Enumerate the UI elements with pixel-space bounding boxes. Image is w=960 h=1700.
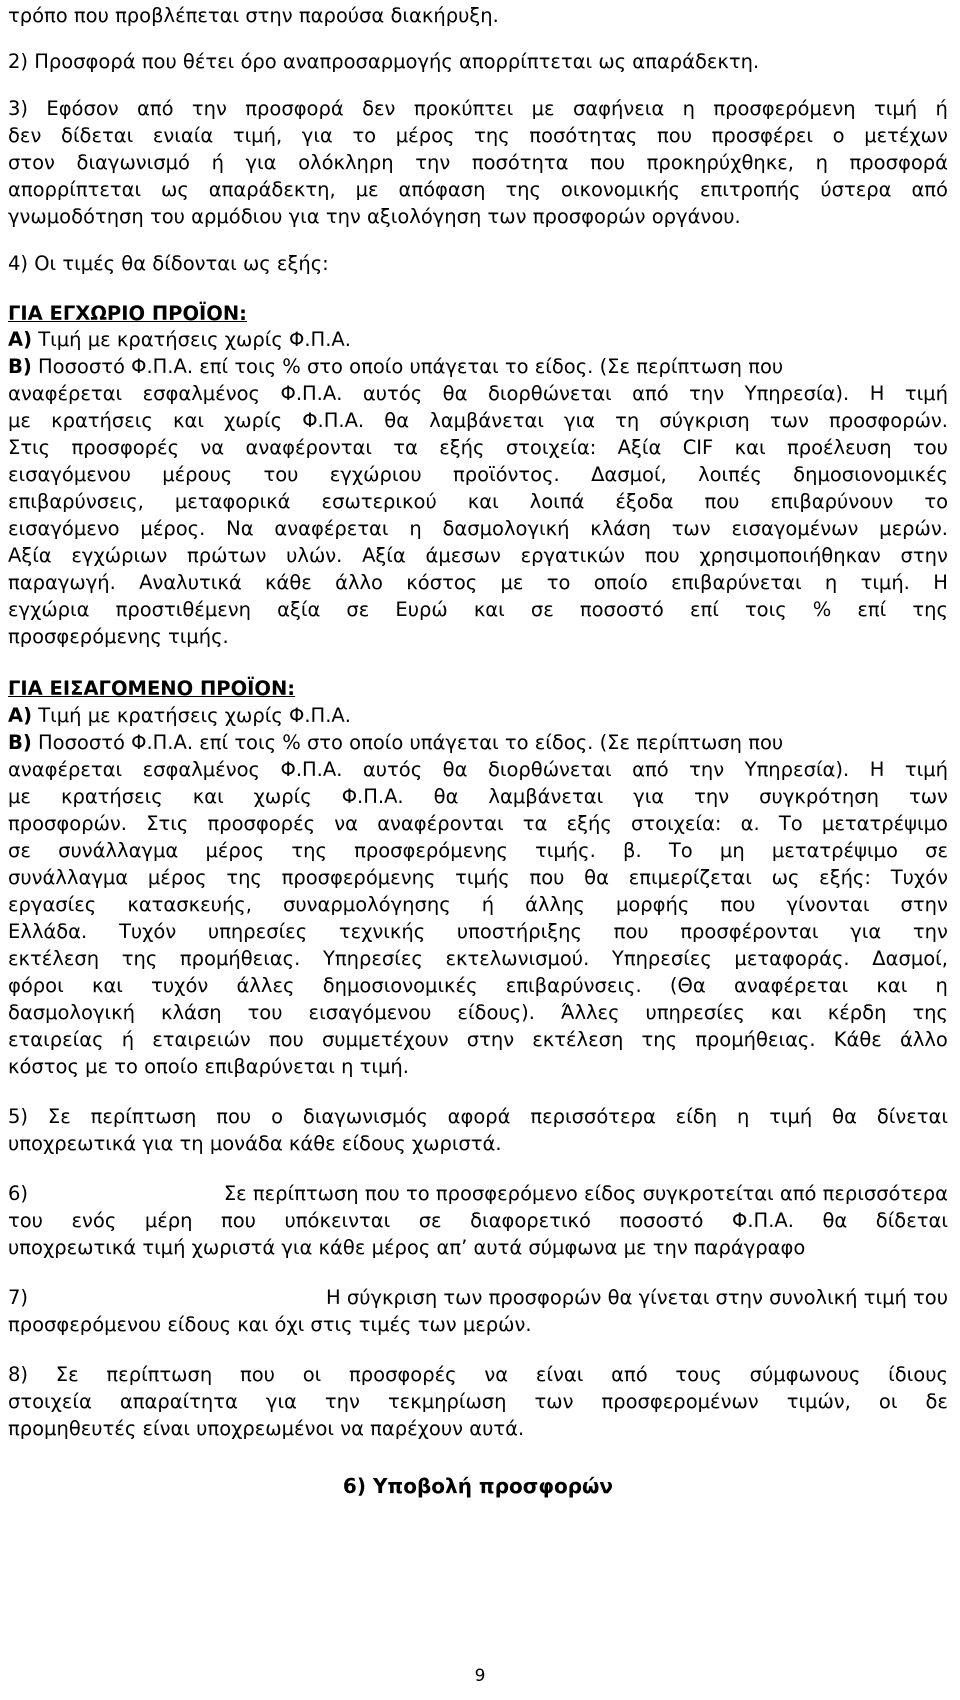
item-5-line: υποχρεωτικά για τη μονάδα κάθε είδους χωριστά. — [8, 1132, 502, 1155]
domestic-line: Στις προσφορές να αναφέρονται τα εξής στοιχεία: Αξία CIF και προέλευση του — [8, 436, 948, 459]
item-6-num: 6) — [8, 1182, 29, 1205]
domestic-b — [8, 355, 783, 379]
item-7-line1 — [8, 1286, 948, 1310]
item-2: 2) Προσφορά που θέτει όρο αναπροσαρμογής απορρίπτεται ως απαράδεκτη. — [8, 50, 760, 73]
domestic-line: εγχώρια προστιθέμενη αξία σε Ευρώ και σε ποσοστό επί τοις % επί της — [8, 598, 948, 621]
item-4: 4) Οι τιμές θα δίδονται ως εξής: — [8, 252, 329, 275]
item-6-line1 — [8, 1182, 948, 1206]
imported-line: συνάλλαγμα μέρος της προσφερόμενης τιμής που θα επιμερίζεται ως εξής: Τυχόν — [8, 866, 948, 889]
domestic-line: Ποσοστό Φ.Π.Α. επί τοις % στο οποίο υπάγεται το είδος. (Σε περίπτωση που — [31, 355, 784, 378]
item-3-line: 3) Εφόσον από την προσφορά δεν προκύπτει με σαφήνεια η προσφερόμενη τιμή ή — [8, 97, 948, 120]
item-7-text: Η σύγκριση των προσφορών θα γίνεται στην συνολική τιμή του — [326, 1286, 948, 1309]
imported-line: Ελλάδα. Τυχόν υπηρεσίες τεχνικής υποστήριξης που προσφέρονται για την — [8, 920, 948, 943]
item-8-line: στοιχεία απαραίτητα για την τεκμηρίωση των προσφερομένων τιμών, οι δε — [8, 1390, 948, 1413]
section-heading: 6) Υποβολή προσφορών — [342, 1474, 614, 1498]
imported-a-label: Α) — [8, 704, 33, 727]
item-6-line: του ενός μέρη που υπόκεινται σε διαφορετικό ποσοστό Φ.Π.Α. θα δίδεται — [8, 1209, 948, 1232]
imported-line: εκτέλεση της προμήθειας. Υπηρεσίες εκτελωνισμού. Υπηρεσίες μεταφοράς. Δασμοί, — [8, 947, 948, 970]
domestic-line: με κρατήσεις και χωρίς Φ.Π.Α. θα λαμβάνεται για τη σύγκριση των προσφορών. — [8, 409, 948, 432]
domestic-line: Αξία εγχώριων πρώτων υλών. Αξία άμεσων εργατικών που χρησιμοποιήθηκαν στην — [8, 544, 948, 567]
item-3-line: γνωμοδότηση του αρμόδιου για την αξιολόγηση των προσφορών οργάνου. — [8, 205, 741, 228]
domestic-line: εισαγόμενο μέρος. Να αναφέρεται η δασμολογική κλάση των εισαγομένων μερών. — [8, 517, 948, 540]
imported-line: κόστος με το οποίο επιβαρύνεται η τιμή. — [8, 1055, 409, 1078]
item-3-line: στον διαγωνισμό ή για ολόκληρη την ποσότητα που προκηρύχθηκε, η προσφορά — [8, 151, 948, 174]
item-8-line: προμηθευτές είναι υποχρεωμένοι να παρέχουν αυτά. — [8, 1417, 525, 1440]
imported-line: προσφορών. Στις προσφορές να αναφέρονται τα εξής στοιχεία: α. Το μετατρέψιμο — [8, 812, 948, 835]
item-8-line: 8) Σε περίπτωση που οι προσφορές να είναι από τους σύμφωνους ίδιους — [8, 1363, 948, 1386]
item-6-text: Σε περίπτωση που το προσφερόμενο είδος συγκροτείται από περισσότερα — [223, 1182, 948, 1205]
domestic-line: εισαγόμενου μέρους του εγχώριου προϊόντος. Δασμοί, λοιπές δημοσιονομικές — [8, 463, 948, 486]
imported-line: Ποσοστό Φ.Π.Α. επί τοις % στο οποίο υπάγεται το είδος. (Σε περίπτωση που — [31, 731, 784, 754]
item-3-line: δεν δίδεται ενιαία τιμή, για το μέρος της ποσότητας που προσφέρει ο μετέχων — [8, 124, 948, 147]
domestic-a-text: Τιμή με κρατήσεις χωρίς Φ.Π.Α. — [32, 328, 351, 351]
imported-line: δασμολογική κλάση του εισαγόμενου είδους). Άλλες υπηρεσίες και κέρδη της — [8, 1001, 948, 1024]
domestic-heading: ΓΙΑ ΕΓΧΩΡΙΟ ΠΡΟΪΟΝ: — [8, 302, 247, 325]
domestic-a — [8, 328, 351, 352]
domestic-b-label: Β) — [8, 355, 32, 378]
domestic-line: αναφέρεται εσφαλμένος Φ.Π.Α. αυτός θα διορθώνεται από την Υπηρεσία). Η τιμή — [8, 382, 948, 405]
item-7-line: προσφερόμενου είδους και όχι στις τιμές των μερών. — [8, 1313, 532, 1336]
domestic-line: παραγωγή. Αναλυτικά κάθε άλλο κόστος με το οποίο επιβαρύνεται η τιμή. Η — [8, 571, 948, 594]
imported-a — [8, 704, 351, 728]
domestic-line: επιβαρύνσεις, μεταφορικά εσωτερικού και λοιπά έξοδα που επιβαρύνουν το — [8, 490, 948, 513]
domestic-line: προσφερόμενης τιμής. — [8, 625, 229, 648]
imported-b-label: Β) — [8, 731, 32, 754]
item-7-num: 7) — [8, 1286, 29, 1309]
top-fragment: τρόπο που προβλέπεται στην παρούσα διακήρυξη. — [8, 4, 499, 27]
item-3-line: απορρίπτεται ως απαράδεκτη, με απόφαση της οικονομικής επιτροπής ύστερα από — [8, 178, 948, 201]
imported-line: εργασίες κατασκευής, συναρμολόγησης ή άλλης μορφής που γίνονται στην — [8, 893, 948, 916]
item-6-line: υποχρεωτικά τιμή χωριστά για κάθε μέρος απ’ αυτά σύμφωνα με την παράγραφο — [8, 1236, 806, 1259]
item-5-line: 5) Σε περίπτωση που ο διαγωνισμός αφορά περισσότερα είδη η τιμή θα δίνεται — [8, 1105, 948, 1128]
page-number: 9 — [474, 1666, 486, 1686]
imported-line: σε συνάλλαγμα μέρος της προσφερόμενης τιμής. β. Το μη μετατρέψιμο σε — [8, 839, 948, 862]
imported-line: με κρατήσεις και χωρίς Φ.Π.Α. θα λαμβάνεται για την συγκρότηση των — [8, 785, 948, 808]
domestic-a-label: Α) — [8, 328, 33, 351]
imported-line: φόροι και τυχόν άλλες δημοσιονομικές επιβαρύνσεις. (Θα αναφέρεται και η — [8, 974, 948, 997]
imported-a-text: Τιμή με κρατήσεις χωρίς Φ.Π.Α. — [32, 704, 351, 727]
imported-b — [8, 731, 783, 755]
imported-line: εταιρείας ή εταιρειών που συμμετέχουν στην εκτέλεση της προμήθειας. Κάθε άλλο — [8, 1028, 948, 1051]
imported-heading: ΓΙΑ ΕΙΣΑΓΟΜΕΝΟ ΠΡΟΪΟΝ: — [8, 677, 296, 700]
imported-line: αναφέρεται εσφαλμένος Φ.Π.Α. αυτός θα διορθώνεται από την Υπηρεσία). Η τιμή — [8, 758, 948, 781]
